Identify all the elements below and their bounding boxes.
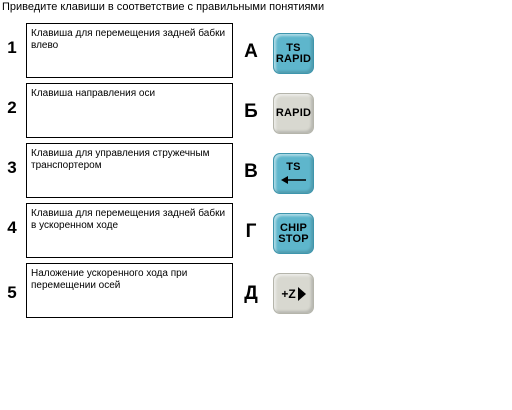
item-number-3: 3 [7,158,17,177]
key-letter-v: В [244,161,258,182]
key-letter-g: Г [245,221,257,242]
key-rapid-line-1: RAPID [275,107,312,119]
key-ts-left[interactable] [273,153,314,194]
description-text-3: Клавиша для управления стружечным транспортером [31,148,210,171]
item-number-1: 1 [7,38,17,57]
description-text-4: Клавиша для перемещения задней бабки в ускоренном ходе [31,208,226,231]
key-chip-stop-line-2: STOP [278,232,309,245]
description-box-5[interactable] [26,263,233,318]
description-text-5: Наложение ускоренного хода при перемещении осей [31,268,188,291]
description-box-1[interactable] [26,23,233,78]
key-letter-d: Д [244,283,258,304]
key-rapid[interactable] [273,93,314,134]
description-text-2: Клавиша направления оси [31,88,156,99]
key-plus-z-label: +Z [281,286,296,301]
key-plus-z[interactable] [273,273,314,314]
key-ts-rapid[interactable] [273,33,314,74]
description-box-2[interactable] [26,83,233,138]
description-text-1: Клавиша для перемещения задней бабки влево [31,28,226,51]
key-chip-stop-line-1: CHIP [279,221,308,234]
item-number-5: 5 [7,283,17,302]
arrow-left-icon [281,175,307,185]
task-instruction: Приведите клавиши в соответствие с правильными понятиями [2,1,325,13]
key-chip-stop[interactable] [273,213,314,254]
key-ts-rapid-line-1: TS [286,41,301,54]
key-letter-b: Б [244,101,258,122]
item-number-2: 2 [7,98,17,117]
key-ts-left-line-1: TS [286,161,301,173]
item-number-4: 4 [7,218,17,237]
description-box-4[interactable] [26,203,233,258]
description-box-3[interactable] [26,143,233,198]
triangle-right-icon [298,287,306,301]
key-ts-rapid-line-2: RAPID [275,52,312,65]
key-letter-a: А [244,41,258,62]
